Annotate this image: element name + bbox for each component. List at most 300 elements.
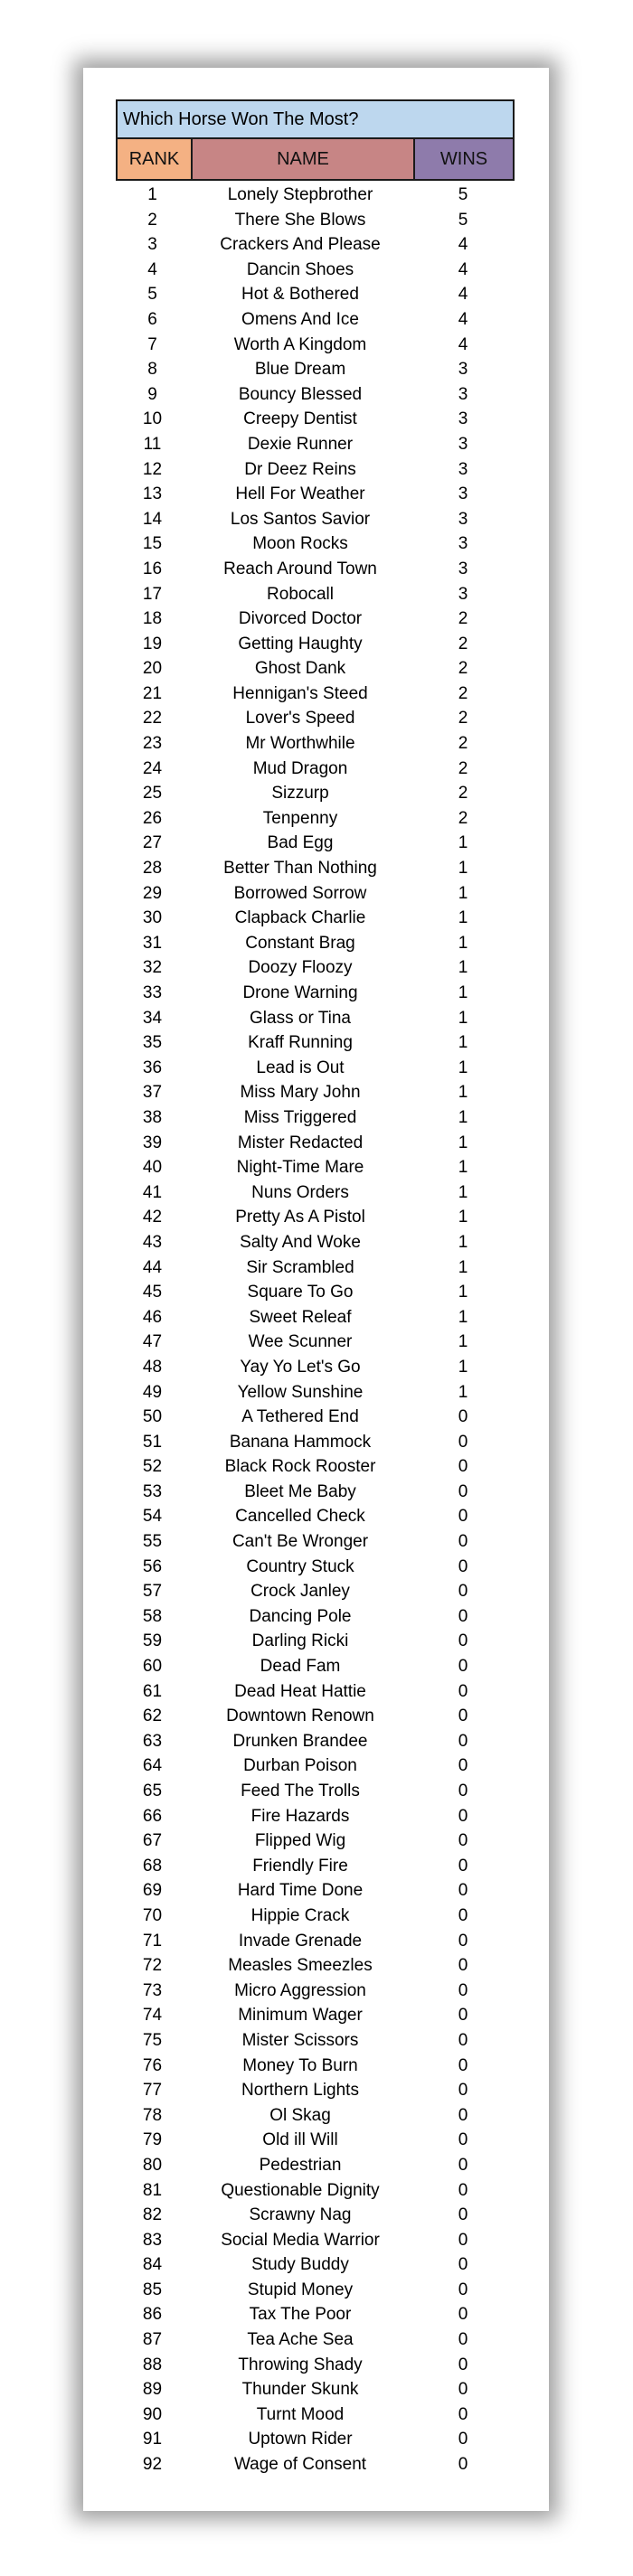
table-header bbox=[116, 137, 515, 181]
table-row bbox=[116, 1629, 515, 1654]
table-row bbox=[116, 1430, 515, 1455]
rank-cell: 22 bbox=[142, 709, 163, 729]
rank-cell: 44 bbox=[142, 1257, 163, 1277]
table-row bbox=[116, 1878, 515, 1904]
name-cell: Bouncy Blessed bbox=[238, 384, 363, 404]
table-row bbox=[116, 507, 515, 532]
wins-cell: 1 bbox=[458, 1083, 468, 1103]
rank-cell: 16 bbox=[142, 559, 163, 578]
name-cell: Worth A Kingdom bbox=[233, 334, 367, 354]
wins-cell: 1 bbox=[458, 1232, 468, 1252]
name-cell: Northern Lights bbox=[241, 2081, 359, 2101]
name-cell: Sweet Releaf bbox=[249, 1307, 352, 1327]
table-row bbox=[116, 357, 515, 382]
rank-cell: 2 bbox=[147, 210, 157, 230]
table-row bbox=[116, 1904, 515, 1929]
wins-cell: 0 bbox=[458, 1831, 468, 1851]
rank-cell: 87 bbox=[142, 2330, 163, 2350]
wins-cell: 0 bbox=[458, 1681, 468, 1701]
table-row bbox=[116, 2402, 515, 2428]
rank-cell: 36 bbox=[142, 1058, 163, 1077]
name-cell: Micro Aggression bbox=[234, 1980, 366, 2000]
name-cell: Throwing Shady bbox=[238, 2355, 363, 2374]
wins-cell: 0 bbox=[458, 1631, 468, 1651]
name-cell: Dr Deez Reins bbox=[244, 459, 356, 479]
table-row bbox=[116, 1654, 515, 1679]
table-row bbox=[116, 531, 515, 557]
name-cell: Mister Redacted bbox=[237, 1133, 364, 1152]
rank-cell: 47 bbox=[142, 1332, 163, 1352]
name-cell: Durban Poison bbox=[243, 1756, 357, 1776]
rank-cell: 52 bbox=[142, 1457, 163, 1477]
wins-cell: 1 bbox=[458, 983, 468, 1002]
rank-cell: 19 bbox=[142, 634, 163, 653]
table-row bbox=[116, 2252, 515, 2278]
name-cell: Mud Dragon bbox=[252, 758, 348, 778]
name-cell: Lover's Speed bbox=[245, 709, 355, 729]
rank-cell: 35 bbox=[142, 1033, 163, 1053]
wins-cell: 1 bbox=[458, 1058, 468, 1077]
rank-cell: 4 bbox=[147, 259, 157, 279]
table-row bbox=[116, 2228, 515, 2253]
rank-cell: 13 bbox=[142, 484, 163, 504]
rank-cell: 32 bbox=[142, 958, 163, 978]
wins-cell: 1 bbox=[458, 883, 468, 903]
rank-cell: 34 bbox=[142, 1008, 163, 1028]
table-row bbox=[116, 2103, 515, 2129]
wins-cell: 0 bbox=[458, 2081, 468, 2101]
name-cell: Dexie Runner bbox=[247, 434, 354, 454]
rank-cell: 28 bbox=[142, 859, 163, 879]
table-row bbox=[116, 757, 515, 782]
wins-cell: 0 bbox=[458, 2404, 468, 2424]
table-row bbox=[116, 1405, 515, 1430]
wins-cell: 1 bbox=[458, 908, 468, 928]
table-row bbox=[116, 856, 515, 881]
rank-cell: 88 bbox=[142, 2355, 163, 2374]
wins-cell: 1 bbox=[458, 1208, 468, 1227]
wins-cell: 0 bbox=[458, 2355, 468, 2374]
rank-cell: 62 bbox=[142, 1706, 163, 1726]
table-row bbox=[116, 2153, 515, 2178]
name-cell: Darling Ricki bbox=[251, 1631, 349, 1651]
wins-cell: 0 bbox=[458, 1606, 468, 1626]
table-row bbox=[116, 208, 515, 233]
wins-cell: 1 bbox=[458, 1382, 468, 1402]
name-cell: Hell For Weather bbox=[235, 484, 365, 504]
rank-cell: 69 bbox=[142, 1881, 163, 1901]
table-row bbox=[116, 1779, 515, 1804]
name-cell: Banana Hammock bbox=[229, 1432, 372, 1452]
table-row bbox=[116, 1529, 515, 1555]
table-row bbox=[116, 1080, 515, 1105]
name-cell: Measles Smeezles bbox=[228, 1956, 373, 1976]
wins-cell: 3 bbox=[458, 459, 468, 479]
rank-cell: 70 bbox=[142, 1905, 163, 1925]
rank-cell: 29 bbox=[142, 883, 163, 903]
table-row bbox=[116, 1131, 515, 1156]
wins-cell: 3 bbox=[458, 434, 468, 454]
rank-cell: 55 bbox=[142, 1532, 163, 1552]
rank-cell: 76 bbox=[142, 2055, 163, 2075]
table-body bbox=[116, 183, 515, 2477]
wins-cell: 3 bbox=[458, 559, 468, 578]
name-cell: There She Blows bbox=[234, 210, 366, 230]
wins-cell: 3 bbox=[458, 360, 468, 380]
rank-cell: 33 bbox=[142, 983, 163, 1002]
wins-cell: 0 bbox=[458, 2105, 468, 2125]
wins-cell: 0 bbox=[458, 2280, 468, 2299]
rank-cell: 45 bbox=[142, 1283, 163, 1302]
name-cell: Crock Janley bbox=[250, 1582, 350, 1602]
rank-cell: 64 bbox=[142, 1756, 163, 1776]
name-cell: Social Media Warrior bbox=[221, 2230, 380, 2250]
name-cell: Sir Scrambled bbox=[246, 1257, 354, 1277]
rank-cell: 59 bbox=[142, 1631, 163, 1651]
wins-cell: 2 bbox=[458, 683, 468, 703]
rank-cell: 10 bbox=[142, 409, 163, 429]
wins-cell: 1 bbox=[458, 859, 468, 879]
table-row bbox=[116, 333, 515, 358]
rank-cell: 50 bbox=[142, 1407, 163, 1427]
name-cell: Hennigan's Steed bbox=[232, 683, 368, 703]
table-row bbox=[116, 1604, 515, 1630]
name-cell: Wee Scunner bbox=[248, 1332, 353, 1352]
wins-cell: 4 bbox=[458, 309, 468, 329]
table-row bbox=[116, 706, 515, 731]
name-cell: Flipped Wig bbox=[254, 1831, 346, 1851]
name-cell: Feed The Trolls bbox=[241, 1782, 360, 1800]
name-cell: Thunder Skunk bbox=[241, 2380, 359, 2400]
name-cell: Reach Around Town bbox=[223, 559, 377, 578]
rank-cell: 84 bbox=[142, 2255, 163, 2275]
wins-cell: 1 bbox=[458, 958, 468, 978]
rank-cell: 57 bbox=[142, 1582, 163, 1602]
rank-cell: 14 bbox=[142, 509, 163, 529]
rank-cell: 71 bbox=[142, 1931, 163, 1951]
table-row bbox=[116, 606, 515, 632]
table-row bbox=[116, 1006, 515, 1031]
rank-cell: 92 bbox=[142, 2455, 163, 2475]
table-row bbox=[116, 955, 515, 981]
name-cell: Night-Time Mare bbox=[236, 1158, 364, 1178]
rank-cell: 40 bbox=[142, 1158, 163, 1178]
rank-cell: 46 bbox=[142, 1307, 163, 1327]
table-row bbox=[116, 931, 515, 956]
rank-cell: 27 bbox=[142, 833, 163, 853]
table-row bbox=[116, 2452, 515, 2477]
wins-cell: 0 bbox=[458, 2055, 468, 2075]
wins-cell: 0 bbox=[458, 2455, 468, 2475]
name-cell: Yellow Sunshine bbox=[237, 1382, 364, 1402]
name-cell: Country Stuck bbox=[246, 1556, 354, 1576]
table-row bbox=[116, 1480, 515, 1505]
name-cell: Bad Egg bbox=[267, 833, 334, 853]
rank-cell: 18 bbox=[142, 609, 163, 629]
table-row bbox=[116, 1504, 515, 1529]
rank-cell: 41 bbox=[142, 1182, 163, 1202]
name-cell: Blue Dream bbox=[254, 360, 346, 380]
wins-cell: 4 bbox=[458, 235, 468, 255]
table-row bbox=[116, 906, 515, 931]
table-row bbox=[116, 1829, 515, 1854]
wins-cell: 0 bbox=[458, 2430, 468, 2449]
rank-cell: 20 bbox=[142, 659, 163, 679]
table-row bbox=[116, 1704, 515, 1729]
table-row bbox=[116, 1979, 515, 2004]
wins-cell: 1 bbox=[458, 1107, 468, 1127]
name-cell: Wage of Consent bbox=[233, 2455, 367, 2475]
rank-cell: 81 bbox=[142, 2180, 163, 2200]
rank-cell: 89 bbox=[142, 2380, 163, 2400]
wins-cell: 2 bbox=[458, 734, 468, 754]
wins-cell: 1 bbox=[458, 1332, 468, 1352]
rank-cell: 1 bbox=[147, 185, 157, 204]
rank-cell: 39 bbox=[142, 1133, 163, 1152]
rank-cell: 86 bbox=[142, 2305, 163, 2325]
name-cell: Can't Be Wronger bbox=[231, 1532, 369, 1552]
table-row bbox=[116, 457, 515, 483]
wins-cell: 2 bbox=[458, 709, 468, 729]
wins-cell: 1 bbox=[458, 1307, 468, 1327]
rank-cell: 42 bbox=[142, 1208, 163, 1227]
wins-cell: 4 bbox=[458, 285, 468, 305]
name-cell: Dancing Pole bbox=[249, 1606, 352, 1626]
table-row bbox=[116, 1679, 515, 1705]
table-row bbox=[116, 1205, 515, 1230]
name-cell: Cancelled Check bbox=[235, 1507, 365, 1527]
rank-cell: 24 bbox=[142, 758, 163, 778]
table-row bbox=[116, 432, 515, 457]
wins-cell: 3 bbox=[458, 484, 468, 504]
rank-cell: 8 bbox=[147, 360, 157, 380]
rank-cell: 38 bbox=[142, 1107, 163, 1127]
table-row bbox=[116, 382, 515, 408]
table-row bbox=[116, 1454, 515, 1480]
table-row bbox=[116, 2078, 515, 2103]
wins-cell: 0 bbox=[458, 2330, 468, 2350]
table-row bbox=[116, 1330, 515, 1355]
table-row bbox=[116, 1729, 515, 1754]
table-row bbox=[116, 1280, 515, 1305]
wins-cell: 1 bbox=[458, 1158, 468, 1178]
name-cell: Tea Ache Sea bbox=[247, 2330, 354, 2350]
name-cell: Ol Skag bbox=[269, 2105, 331, 2125]
wins-cell: 1 bbox=[458, 1133, 468, 1152]
wins-cell: 2 bbox=[458, 758, 468, 778]
wins-cell: 0 bbox=[458, 1481, 468, 1501]
wins-cell: 0 bbox=[458, 1881, 468, 1901]
rank-cell: 83 bbox=[142, 2230, 163, 2250]
table-title: Which Horse Won The Most? bbox=[116, 99, 515, 137]
table-row bbox=[116, 2302, 515, 2327]
table-row bbox=[116, 307, 515, 333]
rank-cell: 58 bbox=[142, 1606, 163, 1626]
wins-cell: 1 bbox=[458, 833, 468, 853]
rank-cell: 90 bbox=[142, 2404, 163, 2424]
wins-cell: 0 bbox=[458, 1756, 468, 1776]
rank-cell: 7 bbox=[147, 334, 157, 354]
name-cell: Tax The Poor bbox=[249, 2305, 352, 2325]
wins-cell: 0 bbox=[458, 1457, 468, 1477]
wins-cell: 3 bbox=[458, 584, 468, 604]
table-row bbox=[116, 1929, 515, 1954]
rank-cell: 49 bbox=[142, 1382, 163, 1402]
table-row bbox=[116, 258, 515, 283]
table-row bbox=[116, 1555, 515, 1580]
wins-cell: 2 bbox=[458, 634, 468, 653]
wins-cell: 1 bbox=[458, 1357, 468, 1377]
wins-cell: 0 bbox=[458, 1980, 468, 2000]
rank-cell: 75 bbox=[142, 2030, 163, 2050]
name-cell: Kraff Running bbox=[248, 1033, 353, 1053]
wins-cell: 0 bbox=[458, 1905, 468, 1925]
table-row bbox=[116, 1953, 515, 1979]
table-row bbox=[116, 1380, 515, 1406]
rank-cell: 30 bbox=[142, 908, 163, 928]
wins-cell: 3 bbox=[458, 534, 468, 554]
rank-cell: 72 bbox=[142, 1956, 163, 1976]
table-row bbox=[116, 981, 515, 1006]
rank-cell: 11 bbox=[143, 434, 162, 454]
name-cell: Pedestrian bbox=[259, 2155, 342, 2175]
rank-cell: 67 bbox=[142, 1831, 163, 1851]
wins-cell: 0 bbox=[458, 2155, 468, 2175]
wins-cell: 3 bbox=[458, 509, 468, 529]
wins-cell: 0 bbox=[458, 2180, 468, 2200]
table-row bbox=[116, 2353, 515, 2378]
table-row bbox=[116, 1804, 515, 1829]
name-cell: Doozy Floozy bbox=[248, 958, 353, 978]
table-row bbox=[116, 2028, 515, 2054]
name-cell: Pretty As A Pistol bbox=[235, 1208, 365, 1227]
wins-cell: 0 bbox=[458, 2305, 468, 2325]
name-cell: Miss Mary John bbox=[240, 1083, 361, 1103]
table-row bbox=[116, 831, 515, 856]
table-row bbox=[116, 582, 515, 607]
rank-cell: 73 bbox=[142, 1980, 163, 2000]
rank-cell: 23 bbox=[142, 734, 163, 754]
rank-cell: 66 bbox=[142, 1806, 163, 1826]
table-row bbox=[116, 781, 515, 806]
table-row bbox=[116, 656, 515, 682]
name-column-header: NAME bbox=[191, 139, 413, 179]
table-row bbox=[116, 557, 515, 582]
name-cell: Drone Warning bbox=[242, 983, 358, 1002]
name-cell: Minimum Wager bbox=[238, 2006, 363, 2026]
wins-cell: 5 bbox=[458, 210, 468, 230]
name-cell: Robocall bbox=[267, 584, 334, 604]
name-cell: Fire Hazards bbox=[250, 1806, 350, 1826]
rank-cell: 26 bbox=[142, 808, 163, 828]
wins-cell: 3 bbox=[458, 384, 468, 404]
name-cell: Old ill Will bbox=[262, 2130, 338, 2150]
name-cell: Tenpenny bbox=[262, 808, 338, 828]
name-cell: Uptown Rider bbox=[248, 2430, 353, 2449]
rank-cell: 6 bbox=[147, 309, 157, 329]
name-cell: Scrawny Nag bbox=[249, 2205, 352, 2225]
wins-cell: 2 bbox=[458, 609, 468, 629]
name-cell: Getting Haughty bbox=[238, 634, 363, 653]
spreadsheet-page bbox=[83, 68, 549, 2511]
rank-cell: 43 bbox=[142, 1232, 163, 1252]
rank-cell: 21 bbox=[142, 683, 163, 703]
rank-cell: 78 bbox=[142, 2105, 163, 2125]
name-cell: Bleet Me Baby bbox=[244, 1481, 356, 1501]
name-cell: Hot & Bothered bbox=[241, 285, 359, 305]
table-row bbox=[116, 731, 515, 757]
rank-cell: 65 bbox=[142, 1782, 163, 1800]
name-cell: Dancin Shoes bbox=[246, 259, 354, 279]
rank-cell: 15 bbox=[142, 534, 163, 554]
rank-cell: 77 bbox=[142, 2081, 163, 2101]
table-row bbox=[116, 1056, 515, 1081]
table-row bbox=[116, 1305, 515, 1330]
name-cell: Lead is Out bbox=[256, 1058, 345, 1077]
name-cell: Dead Heat Hattie bbox=[234, 1681, 366, 1701]
rank-cell: 79 bbox=[142, 2130, 163, 2150]
rank-cell: 31 bbox=[142, 933, 163, 953]
name-cell: Stupid Money bbox=[247, 2280, 354, 2299]
table-row bbox=[116, 1180, 515, 1206]
rank-cell: 60 bbox=[142, 1657, 163, 1677]
name-cell: Ghost Dank bbox=[254, 659, 346, 679]
wins-cell: 0 bbox=[458, 1706, 468, 1726]
name-cell: Borrowed Sorrow bbox=[233, 883, 367, 903]
name-cell: Drunken Brandee bbox=[232, 1731, 368, 1751]
name-cell: Invade Grenade bbox=[238, 1931, 363, 1951]
name-cell: Crackers And Please bbox=[220, 235, 381, 255]
name-cell: Glass or Tina bbox=[250, 1008, 351, 1028]
name-cell: Hard Time Done bbox=[237, 1881, 364, 1901]
name-cell: Divorced Doctor bbox=[238, 609, 363, 629]
name-cell: Creepy Dentist bbox=[243, 409, 357, 429]
rank-cell: 54 bbox=[142, 1507, 163, 1527]
table-row bbox=[116, 806, 515, 832]
wins-cell: 1 bbox=[458, 933, 468, 953]
table-row bbox=[116, 282, 515, 307]
rank-cell: 53 bbox=[142, 1481, 163, 1501]
rank-cell: 74 bbox=[142, 2006, 163, 2026]
wins-cell: 0 bbox=[458, 2130, 468, 2150]
rank-cell: 51 bbox=[142, 1432, 163, 1452]
name-cell: Friendly Fire bbox=[252, 1856, 348, 1876]
table-row bbox=[116, 2054, 515, 2079]
wins-cell: 0 bbox=[458, 1931, 468, 1951]
wins-cell: 4 bbox=[458, 259, 468, 279]
wins-cell: 0 bbox=[458, 2006, 468, 2026]
wins-cell: 0 bbox=[458, 1556, 468, 1576]
rank-cell: 25 bbox=[142, 784, 163, 804]
wins-cell: 1 bbox=[458, 1182, 468, 1202]
wins-cell: 0 bbox=[458, 1731, 468, 1751]
name-cell: Constant Brag bbox=[245, 933, 355, 953]
table-row bbox=[116, 1105, 515, 1131]
table-row bbox=[116, 1230, 515, 1255]
name-cell: Study Buddy bbox=[251, 2255, 349, 2275]
table-row bbox=[116, 2203, 515, 2228]
table-row bbox=[116, 2278, 515, 2303]
wins-cell: 4 bbox=[458, 334, 468, 354]
name-cell: Turnt Mood bbox=[256, 2404, 345, 2424]
table-row bbox=[116, 1155, 515, 1180]
table-row bbox=[116, 2128, 515, 2153]
wins-cell: 0 bbox=[458, 2380, 468, 2400]
name-cell: Sizzurp bbox=[271, 784, 329, 804]
rank-cell: 12 bbox=[142, 459, 163, 479]
wins-cell: 2 bbox=[458, 808, 468, 828]
wins-cell: 0 bbox=[458, 1407, 468, 1427]
